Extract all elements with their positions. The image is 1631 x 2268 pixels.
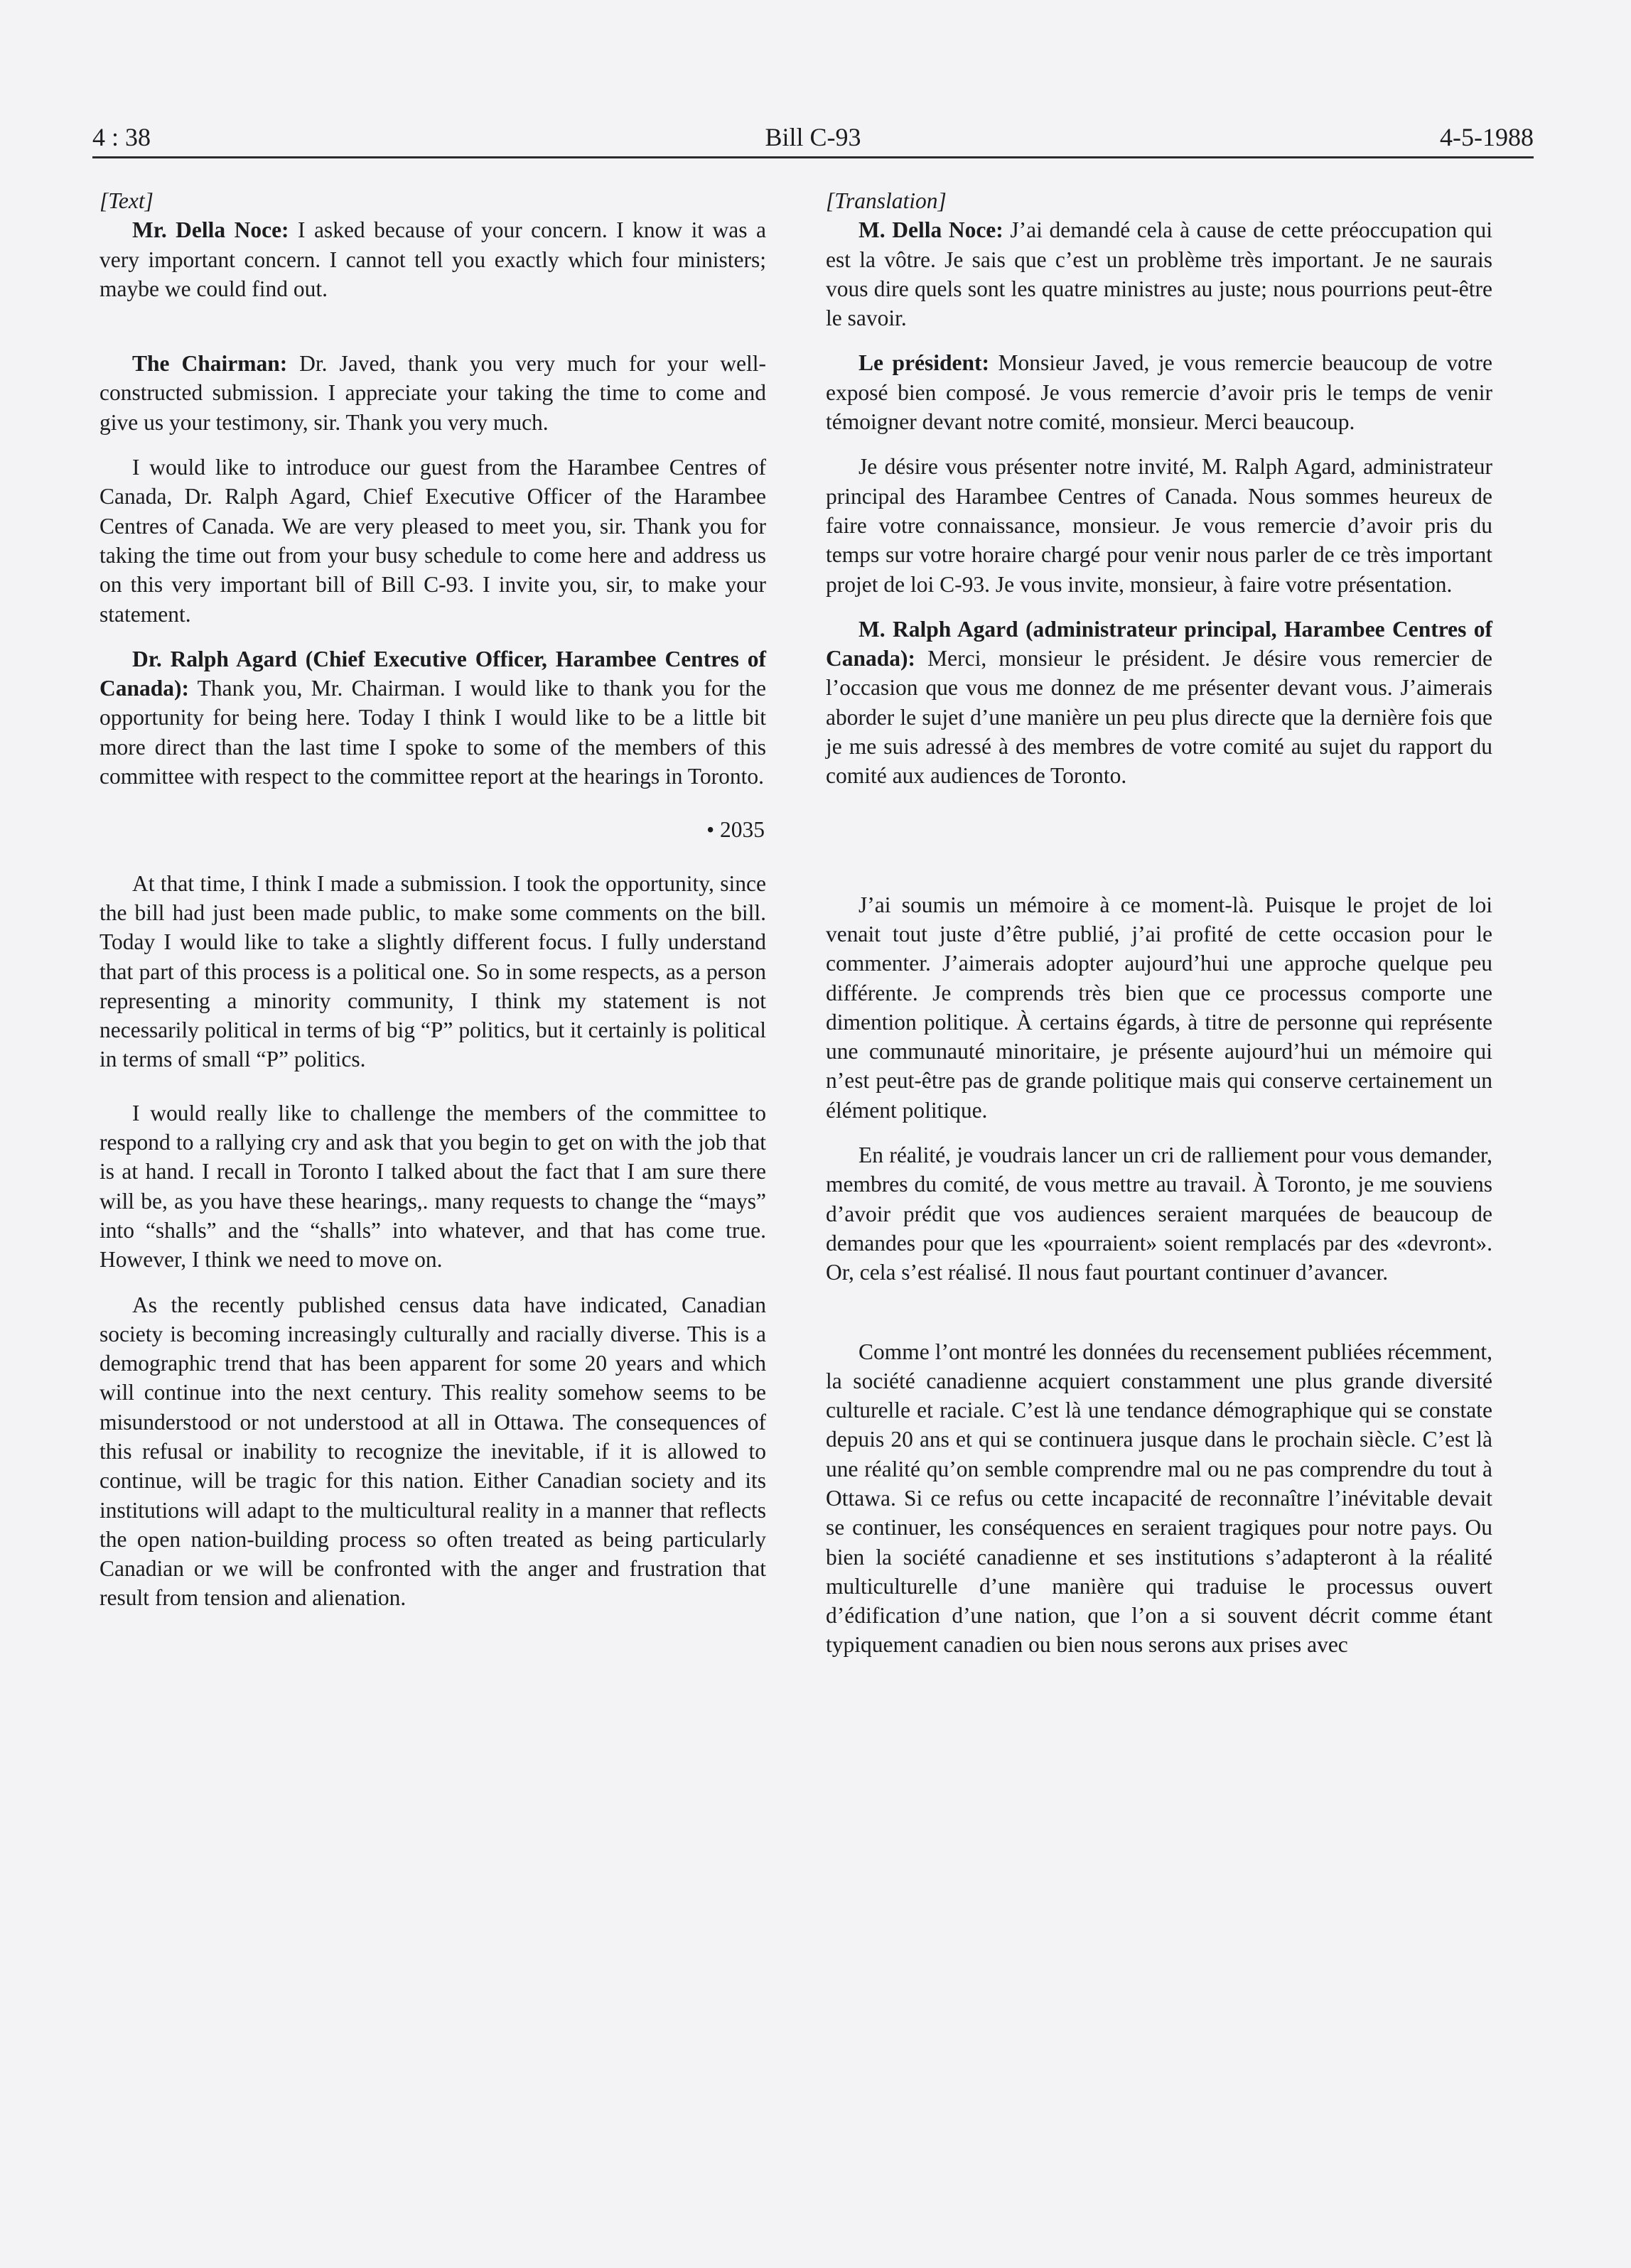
paragraph: I would like to introduce our guest from the Harambee Centres of Canada, Dr. Ralph Agard, Chief Executive Officer of the Harambee Centres of Canada. We are very pleased to meet you, sir. Thank you for taking the time out from your busy schedule to come here and address us on this very important bill of Bill C-93. I invite you, sir, to make your statement. [99,455,766,627]
paragraph [826,348,1492,436]
paragraph-text: J’ai demandé cela à cause de cette préoccupation qui est la vôtre. Je sais que c’est un problème très important. Je ne saurais vous dire quels sont les quatre ministres au juste; nous pourrions peut-être le savoir. [826,217,1492,331]
paragraph: At that time, I think I made a submission. I took the opportunity, since the bill had just been made public, to make some comments on the bill. Today I would like to take a slightly different focus. I fully understand that part of this process is a political one. So in some respects, as a person representing a minority community, I think my statement is not necessarily political in terms of big “P” politics, but it certainly is political in terms of small “P” politics. [99,870,766,1072]
page-header [92,121,1534,158]
speaker-name: M. Ralph Agard (administrateur principal, Harambee Centres of Canada): [826,616,1492,671]
timestamp: • 2035 [706,817,765,843]
paragraph-text: I asked because of your concern. I know it was a very important concern. I cannot tell you exactly which four ministers; maybe we could find out. [99,217,766,301]
paragraph-text: Monsieur Javed, je vous remercie beaucoup de votre exposé bien composé. Je vous remercie d’avoir pris le temps de venir témoigner devant notre comité, monsieur. Merci beaucoup. [826,350,1492,435]
english-column [99,186,766,1613]
header-date: 4-5-1988 [1440,123,1534,151]
paragraph [99,349,766,437]
paragraph [826,615,1492,791]
text-tag: [Text] [99,188,154,213]
speaker-name: The Chairman: [132,351,288,377]
paragraph-text: Merci, monsieur le président. Je désire vous remercier de l’occasion que vous me donnez de me présenter devant vous. J’aimerais aborder le sujet d’une manière un peu plus directe que la dernière fois que je me suis adressé à des membres de votre comité au sujet du rapport du comité aux audiences de Toronto. [826,646,1492,789]
page-number: 4 : 38 [92,123,151,151]
paragraph [826,215,1492,333]
paragraph: J’ai soumis un mémoire à ce moment-là. Puisque le projet de loi venait tout juste d’être publié, j’ai profité de cette occasion pour le commenter. J’aimerais adopter aujourd’hui une approche quelque peu différente. Je comprends très bien que ce processus comporte une dimention politique. À certains égards, à titre de personne qui représente une communauté minoritaire, je présente aujourd’hui un mémoire qui n’est peut-être pas de grande politique mais qui conserve certainement un élément politique. [826,892,1492,1123]
speaker-name: Dr. Ralph Agard (Chief Executive Officer, Harambee Centres of Canada): [99,646,766,701]
paragraph: Je désire vous présenter notre invité, M. Ralph Agard, administrateur principal des Harambee Centres of Canada. Nous sommes heureux de faire votre connaissance, monsieur. Je vous remercie d’avoir pris du temps sur votre horaire chargé pour venir nous parler de ce très important projet de loi C-93. Je vous invite, monsieur, à faire votre présentation. [826,454,1492,597]
paragraph: Comme l’ont montré les données du recensement publiées récemment, la société canadienne acquiert constamment une plus grande diversité culturelle et raciale. C’est là une tendance démographique qui se constate depuis 20 ans et qui se continuera jusque dans le prochain siècle. C’est là une réalité qu’on semble comprendre mal ou ne pas comprendre du tout à Ottawa. Si ce refus ou cette incapacité de reconnaître l’inévitable devait se continuer, les conséquences en seraient tragiques pour notre pays. Ou bien la société canadienne et ses institutions s’adapteront à la réalité multiculturelle d’une manière qui traduise le processus ouvert d’édification d’une nation, que l’on a si souvent décrit comme étant typiquement canadien ou bien nous serons aux prises avec [826,1339,1492,1658]
bill-title: Bill C-93 [765,123,861,151]
speaker-name: M. Della Noce: [858,217,1003,243]
translation-tag: [Translation] [826,188,947,213]
french-column [826,186,1492,1660]
paragraph [99,644,766,791]
paragraph [99,215,766,303]
paragraph: En réalité, je voudrais lancer un cri de ralliement pour vous demander, membres du comité, de vous mettre au travail. À Toronto, je me souviens d’avoir prédit que vos audiences seraient marquées de beaucoup de demandes pour que les «pourraient» soient remplacés par des «devront». Or, cela s’est réalisé. Il nous faut pourtant continuer d’avancer. [826,1143,1492,1285]
speaker-name: Mr. Della Noce: [132,217,289,243]
paragraph: I would really like to challenge the members of the committee to respond to a rallying cry and ask that you begin to get on with the job that is at hand. I recall in Toronto I talked about the fact that I am sure there will be, as you have these hearings,. many requests to change the “mays” into “shalls” and the “shalls” into whatever, and that has come true. However, I think we need to move on. [99,1100,766,1273]
paragraph-text: Thank you, Mr. Chairman. I would like to thank you for the opportunity for being here. Today I think I would like to be a little bit more direct than the last time I spoke to some of the members of this committee with respect to the committee report at the hearings in Toronto. [99,676,766,789]
paragraph: As the recently published census data have indicated, Canadian society is becoming increasingly culturally and racially diverse. This is a demographic trend that has been apparent for some 20 years and which will continue into the next century. This reality somehow seems to be misunderstood or not understood at all in Ottawa. The consequences of this refusal or inability to recognize the inevitable, if it is allowed to continue, will be tragic for this nation. Either Canadian society and its institutions will adapt to the multicultural reality in a manner that reflects the open nation-building process so often treated as being particularly Canadian or we will be confronted with the anger and frustration that result from tension and alienation. [99,1292,766,1611]
paragraph-text: Dr. Javed, thank you very much for your well-constructed submission. I appreciate your taking the time to come and give us your testimony, sir. Thank you very much. [99,351,766,435]
speaker-name: Le président: [858,350,989,376]
